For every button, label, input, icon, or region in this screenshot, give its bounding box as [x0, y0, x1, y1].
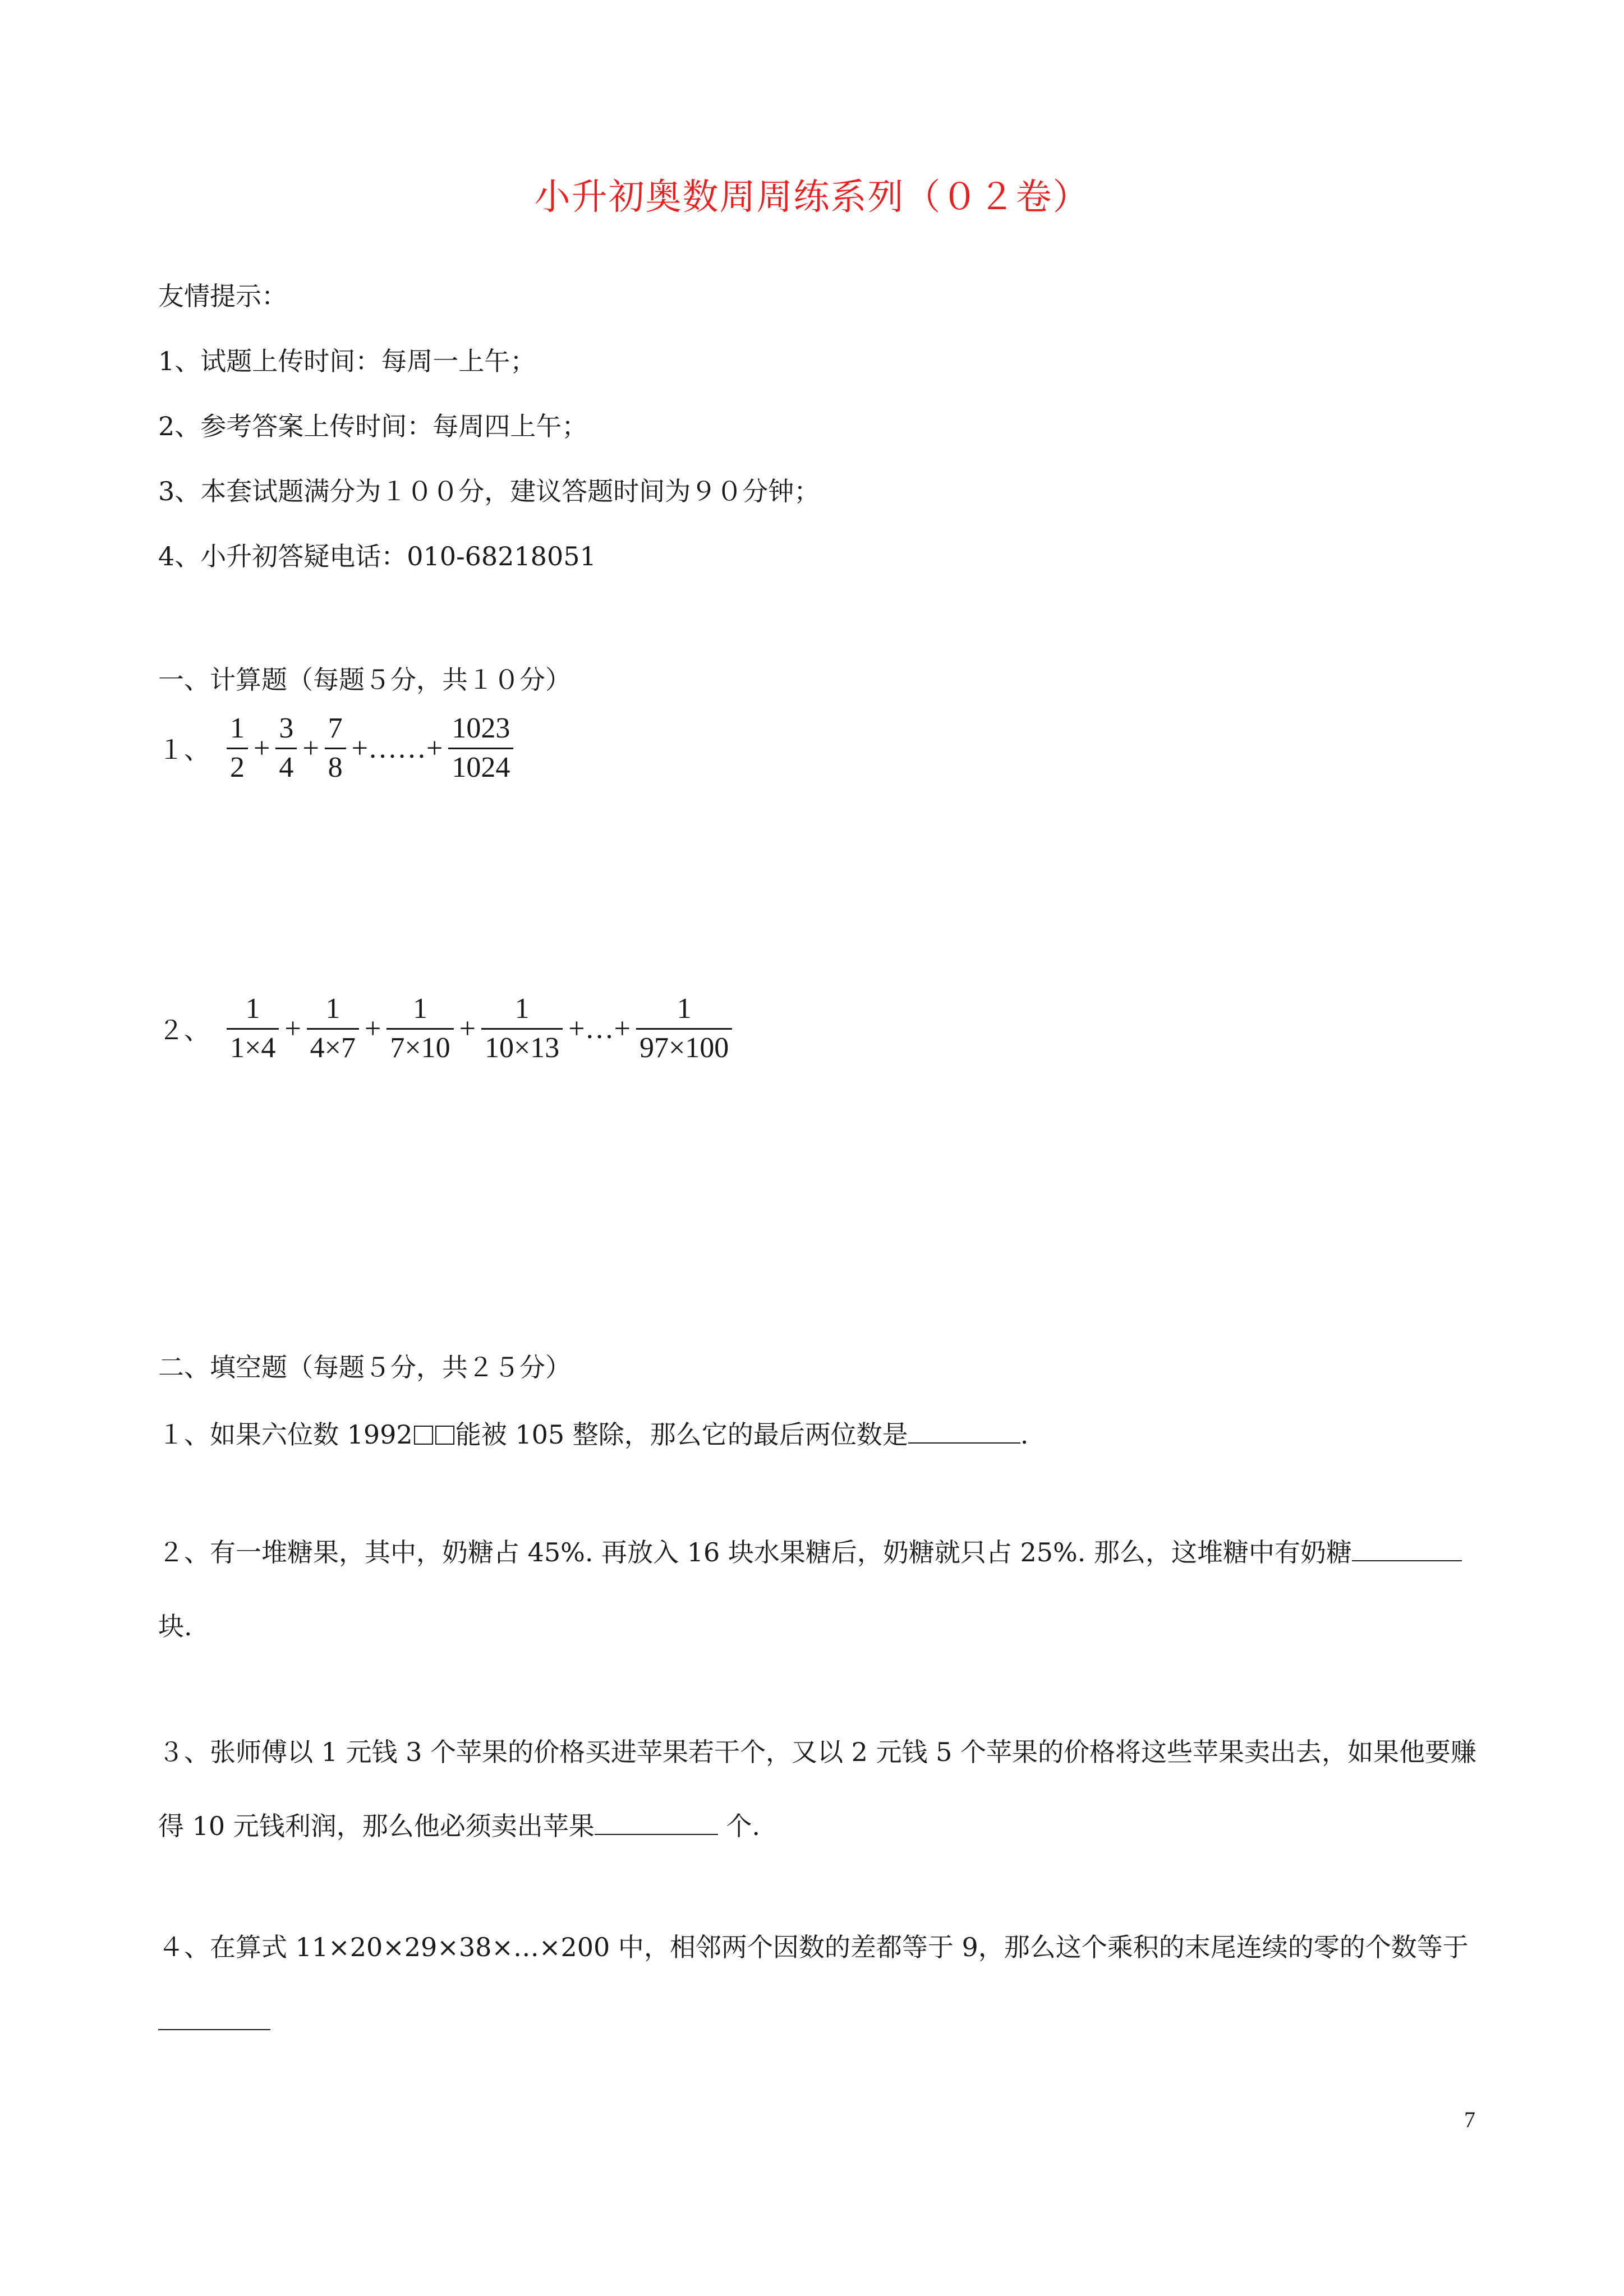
question-text: . — [1020, 1419, 1029, 1450]
fraction-numerator: 3 — [279, 712, 294, 744]
section1-heading: 一、计算题（每题５分，共１０分） — [158, 665, 571, 695]
section1-question-2 — [158, 994, 734, 1063]
operator: +……+ — [351, 732, 443, 764]
answer-blank — [1352, 1538, 1462, 1561]
section2-question-1 — [158, 1414, 1028, 1451]
fraction-denominator: 1×4 — [227, 1028, 279, 1064]
tip-item-4: 4、小升初答疑电话：010-68218051 — [158, 541, 596, 571]
fraction-denominator: 97×100 — [636, 1028, 732, 1064]
fraction — [227, 994, 279, 1063]
fraction-numerator: 1023 — [452, 712, 510, 744]
fraction-denominator: 10×13 — [481, 1028, 563, 1064]
operator: + — [254, 732, 270, 764]
operator: + — [284, 1012, 301, 1045]
fraction-denominator: 4 — [275, 748, 297, 783]
fraction-numerator: 1 — [325, 993, 341, 1025]
operator: + — [302, 732, 319, 764]
tip-item-1: 1、试题上传时间：每周一上午； — [158, 346, 536, 376]
fraction-denominator: 4×7 — [307, 1028, 359, 1064]
question-number: １、 — [158, 735, 210, 766]
operator: + — [459, 1012, 476, 1045]
answer-blank — [158, 2007, 270, 2030]
fraction-numerator: 1 — [245, 993, 260, 1025]
fraction — [325, 713, 346, 783]
digit-box — [435, 1426, 454, 1445]
section2-heading: 二、填空题（每题５分，共２５分） — [158, 1352, 571, 1382]
tip-item-2: 2、参考答案上传时间：每周四上午； — [158, 411, 588, 441]
fraction-numerator: 1 — [677, 993, 692, 1025]
fraction — [448, 713, 513, 783]
operator: + — [364, 1012, 381, 1045]
fraction — [275, 713, 297, 783]
tip-item-3: 3、本套试题满分为１００分，建议答题时间为９０分钟； — [158, 476, 820, 506]
question-text: １、如果六位数 1992 — [158, 1419, 413, 1450]
answer-blank — [908, 1420, 1020, 1444]
tips-heading: 友情提示： — [158, 281, 287, 311]
fraction-denominator: 2 — [227, 748, 248, 783]
fraction — [227, 713, 248, 783]
fraction-numerator: 7 — [328, 712, 343, 744]
question-text: 个. — [717, 1811, 761, 1841]
question-text: 能被 105 整除，那么它的最后两位数是 — [455, 1419, 908, 1450]
question-text: ２、有一堆糖果，其中，奶糖占 45%. 再放入 16 块水果糖后，奶糖就只占 25%. 那么，这堆糖中有奶糖 — [158, 1537, 1352, 1567]
fraction-numerator: 1 — [514, 993, 530, 1025]
question-number: ２、 — [158, 1015, 210, 1046]
digit-box — [414, 1426, 433, 1445]
fraction-numerator: 1 — [412, 993, 427, 1025]
question-text: ４、在算式 11×20×29×38×…×200 中，相邻两个因数的差都等于 9，那么这个乘积的末尾连续的零的个数等于 — [158, 1932, 1469, 1962]
section2-question-2 — [158, 1515, 1493, 1663]
fraction — [387, 994, 453, 1063]
fraction — [307, 994, 359, 1063]
fraction — [636, 994, 732, 1063]
section2-question-3 — [158, 1715, 1493, 1863]
fraction-denominator: 8 — [325, 748, 346, 783]
page-title: 小升初奥数周周练系列（０２卷） — [534, 177, 1090, 218]
fraction-denominator: 1024 — [448, 748, 513, 783]
question-text: ３、张师傅以 1 元钱 3 个苹果的价格买进苹果若干个，又以 2 元钱 5 个苹果的价格将这些苹果卖出去，如果他要赚得 10 元钱利润，那么他必须卖出苹果 — [158, 1737, 1477, 1841]
section1-question-1 — [158, 713, 516, 783]
fraction-denominator: 7×10 — [387, 1028, 453, 1064]
answer-blank — [595, 1811, 718, 1835]
section2-question-4 — [158, 1910, 1493, 2058]
page-number: 7 — [1464, 2107, 1475, 2132]
fraction-numerator: 1 — [230, 712, 245, 744]
operator: +…+ — [568, 1012, 631, 1045]
question-text: 块. — [158, 1611, 192, 1642]
fraction — [481, 994, 563, 1063]
